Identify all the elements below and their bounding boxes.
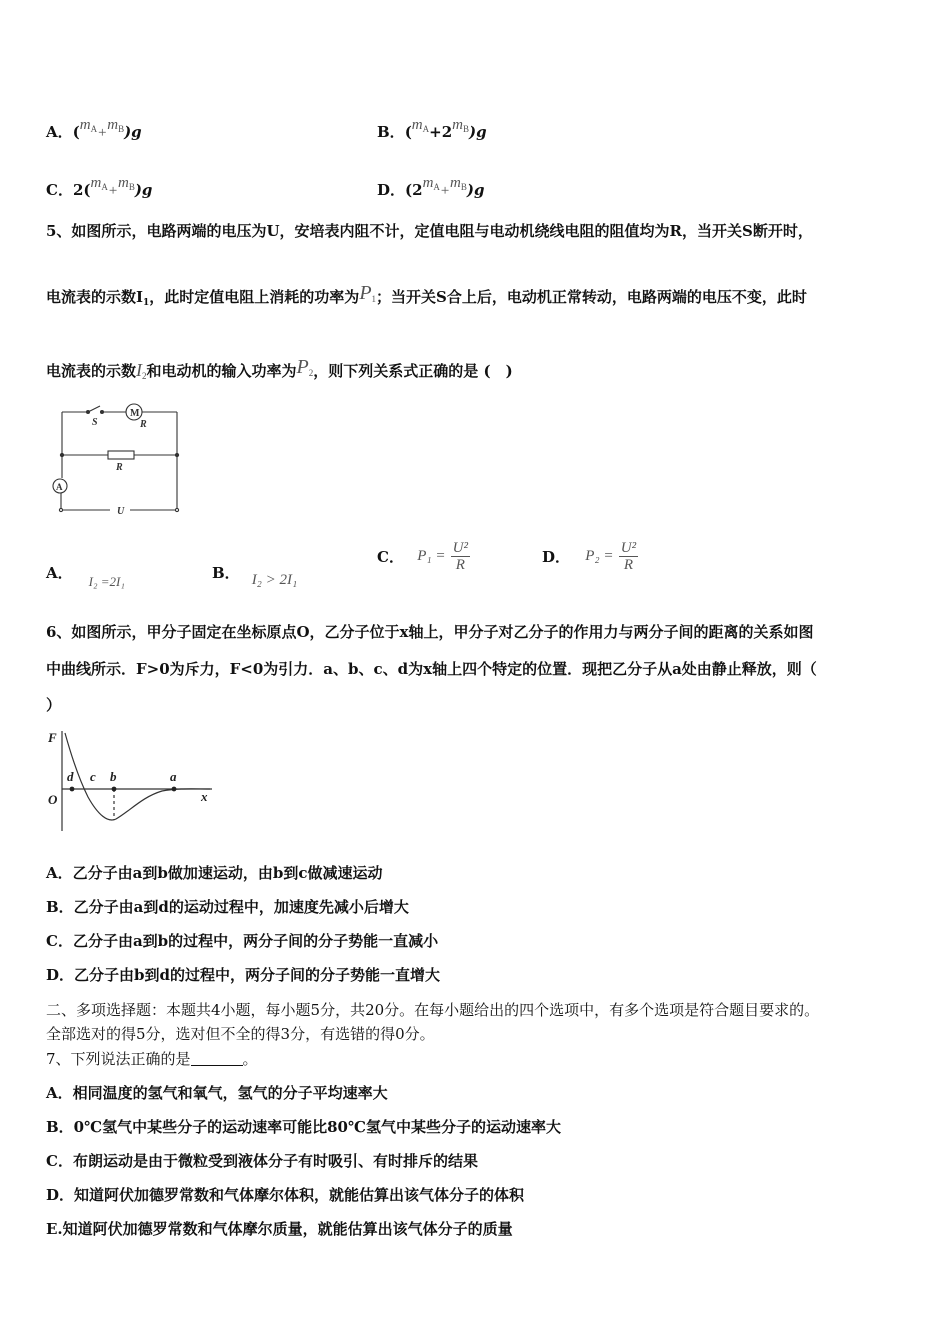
label-ammeter-a: A	[56, 482, 63, 492]
q7-option-c[interactable]: C．布朗运动是由于微粒受到液体分子有时吸引、有时排斥的结果	[46, 1152, 478, 1170]
q7-option-e[interactable]: E.知道阿伏加德罗常数和气体摩尔质量，就能估算出该气体分子的质量	[46, 1220, 513, 1238]
point-a	[172, 787, 177, 792]
q6-stem-line1: 6、如图所示，甲分子固定在坐标原点O，乙分子位于x轴上，甲分子对乙分子的作用力与两分子间的距离的关系如图	[46, 623, 814, 641]
point-d	[70, 787, 75, 792]
answer-blank[interactable]	[191, 1051, 243, 1066]
label-c: c	[90, 769, 96, 784]
q6-stem-line3: ）	[46, 696, 62, 714]
q7-stem: 7、下列说法正确的是 。	[46, 1050, 258, 1068]
section2-heading-line1: 二、多项选择题：本题共4小题，每小题5分，共20分。在每小题给出的四个选项中，有多个选项是符合题目要求的。	[46, 1001, 820, 1019]
q6-option-b[interactable]: B．乙分子由a到d的运动过程中，加速度先减小后增大	[46, 898, 409, 916]
q5-stem-line3: 电流表的示数$I_2$和电动机的输入功率为$P_2$，则下列关系式正确的是 ( )	[46, 356, 513, 381]
q4-option-c[interactable]: C．$2(m_A+m_B)g$	[46, 175, 153, 199]
label-voltage-u: U	[117, 506, 125, 517]
label-resistor-r: R	[116, 462, 123, 473]
q6-option-a[interactable]: A．乙分子由a到b做加速运动，由b到c做减速运动	[46, 864, 383, 882]
label-motor-r: R	[140, 419, 147, 430]
q7-option-a[interactable]: A．相同温度的氢气和氧气，氢气的分子平均速率大	[46, 1084, 388, 1102]
label-o: O	[48, 792, 58, 807]
q5-option-b[interactable]: B． I₂ > 2I₁	[212, 564, 298, 588]
q4-option-b[interactable]: B．$(m_A+2m_B)g$	[377, 117, 487, 141]
q7-option-d[interactable]: D．知道阿伏加德罗常数和气体摩尔体积，就能估算出该气体分子的体积	[46, 1186, 525, 1204]
q5-option-a[interactable]: A． I₂ =2I₁	[46, 564, 125, 589]
q5-stem-line1: 5、如图所示，电路两端的电压为U，安培表内阻不计，定值电阻与电动机绕线电阻的阻值均为R，当开关S断开时，	[46, 222, 813, 240]
section2-heading-line2: 全部选对的得5分，选对但不全的得3分，有选错的得0分。	[46, 1025, 435, 1043]
q6-stem-line2: 中曲线所示．F>0为斥力，F<0为引力．a、b、c、d为x轴上四个特定的位置．现把乙分子从a处由静止释放，则（	[46, 660, 817, 678]
force-curve	[65, 733, 210, 820]
label-x: x	[201, 789, 208, 804]
q4-option-a[interactable]: A．$(m_A+m_B)g$	[46, 117, 142, 141]
label-motor-m: M	[130, 408, 140, 419]
label-f: F	[48, 730, 57, 745]
q4-option-d[interactable]: D．$(2m_A+m_B)g$	[377, 175, 485, 199]
label-a: a	[170, 769, 177, 784]
q6-option-d[interactable]: D．乙分子由b到d的过程中，两分子间的分子势能一直增大	[46, 966, 440, 984]
circuit-diagram	[50, 402, 200, 520]
point-b	[112, 787, 117, 792]
label-switch-s: S	[92, 417, 98, 428]
q5-option-d[interactable]: D． P₂ = $\frac{\text{U²}}{R}$	[542, 540, 637, 573]
resistor-symbol	[108, 451, 134, 459]
q6-option-c[interactable]: C．乙分子由a到b的过程中，两分子间的分子势能一直减小	[46, 932, 439, 950]
label-d: d	[67, 769, 74, 784]
label-b: b	[110, 769, 117, 784]
q7-option-b[interactable]: B．0℃氢气中某些分子的运动速率可能比80℃氢气中某些分子的运动速率大	[46, 1118, 561, 1136]
q5-option-c[interactable]: C． P₁ = $\frac{\text{U²}}{R}$	[377, 540, 469, 573]
force-distance-graph	[44, 727, 219, 835]
q5-stem-line2: 电流表的示数$I_1$，此时定值电阻上消耗的功率为$P_1$；当开关S合上后，电动机正常转动，电路两端的电压不变，此时	[46, 282, 807, 308]
